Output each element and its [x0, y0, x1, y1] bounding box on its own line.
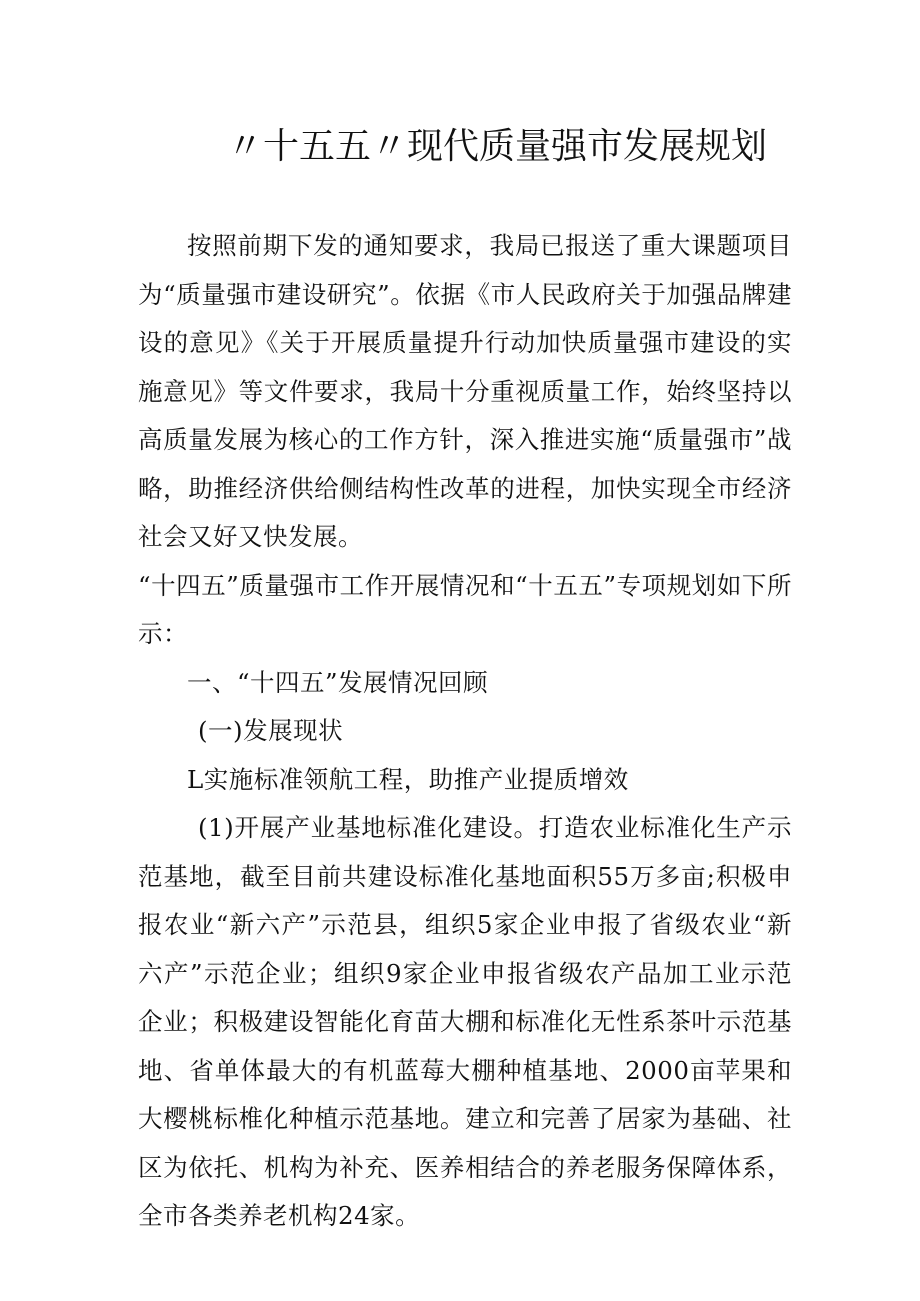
subsection-heading: (一)发展现状 — [198, 716, 344, 745]
section-heading: 一、“十四五”发展情况回顾 — [187, 667, 489, 697]
item-heading: L实施标准领航工程，助推产业提质增效 — [187, 764, 629, 794]
document-body — [138, 222, 792, 1241]
page-title: 〃十五五〃现代质量强市发展规划 — [226, 126, 767, 167]
overview-paragraph: “十四五”质量强市工作开展情况和“十五五”专项规划如下所示： — [138, 570, 792, 648]
item-paragraph: (1)开展产业基地标准化建设。打造农业标准化生产示范基地，截至目前共建设标准化基地面积55万多亩;积极申报农业“新六产”示范县，组织5家企业申报了省级农业“新六产”示范企业；组织9家企业申报省级农产品加工业示范企业；积极建设智能化育苗大棚和标准化无性系茶叶示范基地、省单体最大的有机蓝莓大棚种植基地、2000亩苹果和大樱桃标椎化种植示范基地。建立和完善了居家为基础、社区为依托、机构为补充、医养相结合的养老服务保障体系，全市各类养老机构24家。 — [138, 813, 792, 1230]
intro-paragraph: 按照前期下发的通知要求，我局已报送了重大课题项目为“质量强市建设研究”。依据《市人民政府关于加强品牌建设的意见》《关于开展质量提升行动加快质量强市建设的实施意见》等文件要求，我局十分重视质量工作，始终坚持以高质量发展为核心的工作方针，深入推进实施“质量强市”战略，助推经济供给侧结构性改革的进程，加快实现全市经济社会又好又快发展。 — [138, 231, 792, 551]
